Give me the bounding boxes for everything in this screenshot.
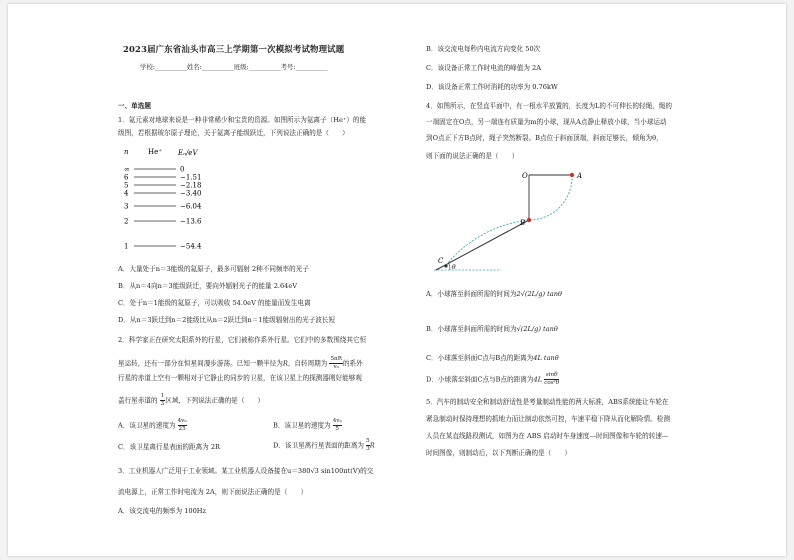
student-info-fields: 学校:__________姓名:__________班级:__________考号:__________: [140, 63, 328, 71]
q4-option-b-formula: √(2L/g) tanθ: [516, 325, 558, 333]
q5-line1: 5．汽车的制动安全和制动舒适性是考量制动性能的两大标准，ABS系统能让车轮在: [426, 398, 669, 406]
q1-option-c: C．处于n＝1能级的氦原子，可以吸收 54.0eV 的能量而发生电离: [118, 299, 311, 307]
q4-option-d-fraction: [544, 372, 559, 387]
q5-line4: 时间图像，则制动后，以下判断正确的是（ ）: [426, 449, 572, 457]
level-n-label: 5: [124, 181, 129, 190]
level-n-label: 4: [124, 189, 129, 198]
q2-period-numerator: 5πR: [330, 356, 342, 362]
q2-option-b-denominator: 5: [335, 426, 339, 432]
level-n-label: 6: [124, 173, 129, 182]
label-a: A: [577, 172, 583, 180]
q2-option-b-fraction: [333, 418, 342, 433]
q2-period-denominator: v₀: [333, 364, 339, 370]
level-energy-label: −54.4: [180, 242, 202, 251]
q2-option-a-text: A．该卫星的速度为: [118, 421, 176, 430]
point-c: [444, 264, 447, 267]
q2-line2-text-c: 的系外: [342, 359, 363, 368]
section-heading: 一、单选题: [118, 102, 151, 110]
q4-option-b-text: B．小球落至斜面所需的时间为: [426, 325, 517, 333]
q3-option-b: B．该交流电每秒内电流方向变化 50次: [426, 45, 541, 53]
q2-coverage-numerator: 1: [160, 393, 165, 399]
q4-option-a-text: A．小球落至斜面所需的时间为: [426, 290, 517, 298]
q3-option-a: A．该交流电的频率为 100Hz: [118, 507, 207, 515]
q4-option-a-formula: 2√(2L/g) tanθ: [516, 290, 562, 298]
q4-option-d-text: D．小球落至斜面C点与B点的距离为: [426, 375, 534, 384]
q4-line2: 一端固定在O点，另一端连有质量为m的小球，现从A点静止释放小球，当小球运动: [426, 118, 667, 126]
q5-line2: 紧急制动时保持理想的抓地力而让制动依然可控，车速平稳下降从而化解险情。检测: [426, 415, 670, 423]
q2-radius-symbol: R: [282, 359, 288, 368]
diagram-unit-label: Eₙ/eV: [178, 149, 198, 157]
exam-title: 2023届广东省汕头市高三上学期第一次模拟考试物理试题: [123, 44, 345, 54]
q1-option-a: A．大量处于n＝3能级的氦原子，最多可辐射 2种不同频率的光子: [118, 265, 309, 273]
q4-option-a: [426, 289, 562, 300]
q2-line3: 行星的赤道上空有一颗相对于它静止的同步的卫星，在该卫星上的探测器刚好能够观: [118, 374, 362, 382]
exam-page: [8, 4, 786, 556]
q4-option-c: [426, 353, 559, 364]
level-energy-label: −2.18: [180, 181, 202, 190]
q2-option-a: [118, 418, 187, 433]
diagram-species-label: He⁺: [148, 148, 162, 156]
q2-line2-text-b: ，自转周期为: [287, 359, 328, 368]
q2-option-d-text: D．该卫星离行星表面的距离为: [273, 441, 365, 450]
q2-coverage-denominator: 3: [160, 401, 165, 407]
level-energy-label: −6.04: [180, 202, 202, 211]
q2-option-a-denominator: 25: [178, 426, 186, 432]
q2-option-d-numerator: 5: [366, 438, 370, 444]
q1-option-b: B．从n＝4向n＝3能级跃迁，要向外辐射光子的能量 2.64eV: [118, 282, 298, 290]
q2-line4-text-b: 区域，下列说法正确的是（ ）: [165, 396, 265, 405]
q2-option-a-fraction: [178, 418, 187, 433]
q3-option-d: D．该设备正常工作时消耗的功率为 0.76kW: [426, 83, 558, 91]
q1-line2: 级图，若根据玻尔原子理论，关于氦离子能级跃迁，下列说法正确的是（ ）: [118, 129, 349, 137]
q3-line1: 3．工业机器人广泛用于工业领域。某工业机器人设备接在u＝380√3 sin100πt(V)的交: [118, 467, 374, 475]
angle-arc: [448, 263, 450, 270]
level-energy-label: −13.6: [180, 217, 202, 226]
q2-line4-text-a: 盖行星赤道的: [118, 396, 158, 405]
level-energy-label: 0: [180, 165, 185, 174]
label-o: O: [522, 172, 528, 180]
q4-line1: 4．如图所示，在竖直平面中，有一根水平放置的，长度为L的不可伸长的轻绳，绳的: [426, 102, 672, 110]
q1-line1: 1．氦元素对地球来说是一种非常稀少和宝贵的资源。如图所示为氦离子（He⁺）的能: [118, 116, 367, 124]
q2-option-d-radius: R: [369, 441, 375, 450]
point-a-ball: [570, 173, 574, 177]
q2-line2-text-a: 星运转，还有一部分在恒星间漫步游荡。已知一颗半径为: [118, 359, 283, 368]
pendulum-arc: [529, 175, 572, 220]
q4-option-d-formula: 4L: [533, 375, 543, 384]
q1-option-d: D．从n＝3跃迁到n＝2能级比从n＝2跃迁到n＝1能级辐射出的光子波长短: [118, 316, 336, 324]
energy-levels: [124, 166, 202, 251]
q2-option-d-denominator: 3: [366, 446, 370, 452]
q2-period-fraction: [329, 356, 342, 371]
level-n-label: 3: [124, 202, 129, 211]
q2-option-c: C．该卫星离行星表面的距离为 2R: [118, 443, 221, 451]
q4-line4: 则下面的说法正确的是（ ）: [426, 152, 519, 160]
q4-option-d: [426, 372, 559, 387]
q4-option-c-text: C．小球落至斜面C点与B点的距离为: [426, 354, 534, 362]
point-b-ball: [527, 218, 531, 222]
level-energy-label: −1.51: [180, 173, 202, 182]
q3-option-c: C．该设备正常工作时电流的峰值为 2A: [426, 64, 542, 72]
q2-line2: [118, 356, 363, 371]
q3-line2: 流电源上，正常工作时电流为 2A，则下面说法正确的是（ ）: [118, 488, 308, 496]
q2-option-b-numerator: 4v₀: [332, 418, 342, 424]
level-n-label: 2: [124, 217, 129, 226]
level-n-label: 1: [124, 242, 129, 251]
q4-option-d-denominator: cos²θ: [544, 380, 560, 386]
q2-option-b-text: B．该卫星的速度为: [273, 421, 331, 430]
diagram-n-label: n: [124, 148, 129, 156]
q4-option-c-formula: 4L tanθ: [533, 354, 559, 362]
label-b: B: [520, 219, 526, 227]
pendulum-incline-diagram: [426, 162, 616, 278]
q4-line3: 到O点正下方B点时，绳子突然断裂。B点位于斜面顶端，斜面足够长，倾角为θ，: [426, 134, 663, 142]
q2-option-d: [273, 438, 375, 453]
label-theta: θ: [452, 264, 456, 271]
incline-surface: [436, 220, 529, 270]
level-n-label: ∞: [124, 165, 130, 174]
q4-option-d-numerator: sinθ: [545, 372, 558, 378]
q4-option-b: [426, 324, 558, 335]
q2-line1: 2．科学家正在研究太阳系外的行星，它们被称作系外行星。它们中的多数围绕其它恒: [118, 336, 367, 344]
q2-option-a-numerator: 4v₀: [177, 418, 187, 424]
label-c: C: [438, 257, 444, 265]
q2-line4: [118, 393, 264, 408]
energy-level-diagram: [118, 144, 288, 256]
q2-option-b: [273, 418, 342, 433]
q5-line3: 人员在某直线路段测试，如图为在 ABS 启动时车身速度—时间图像和车轮的转速—: [426, 432, 669, 440]
level-energy-label: −3.40: [180, 189, 202, 198]
